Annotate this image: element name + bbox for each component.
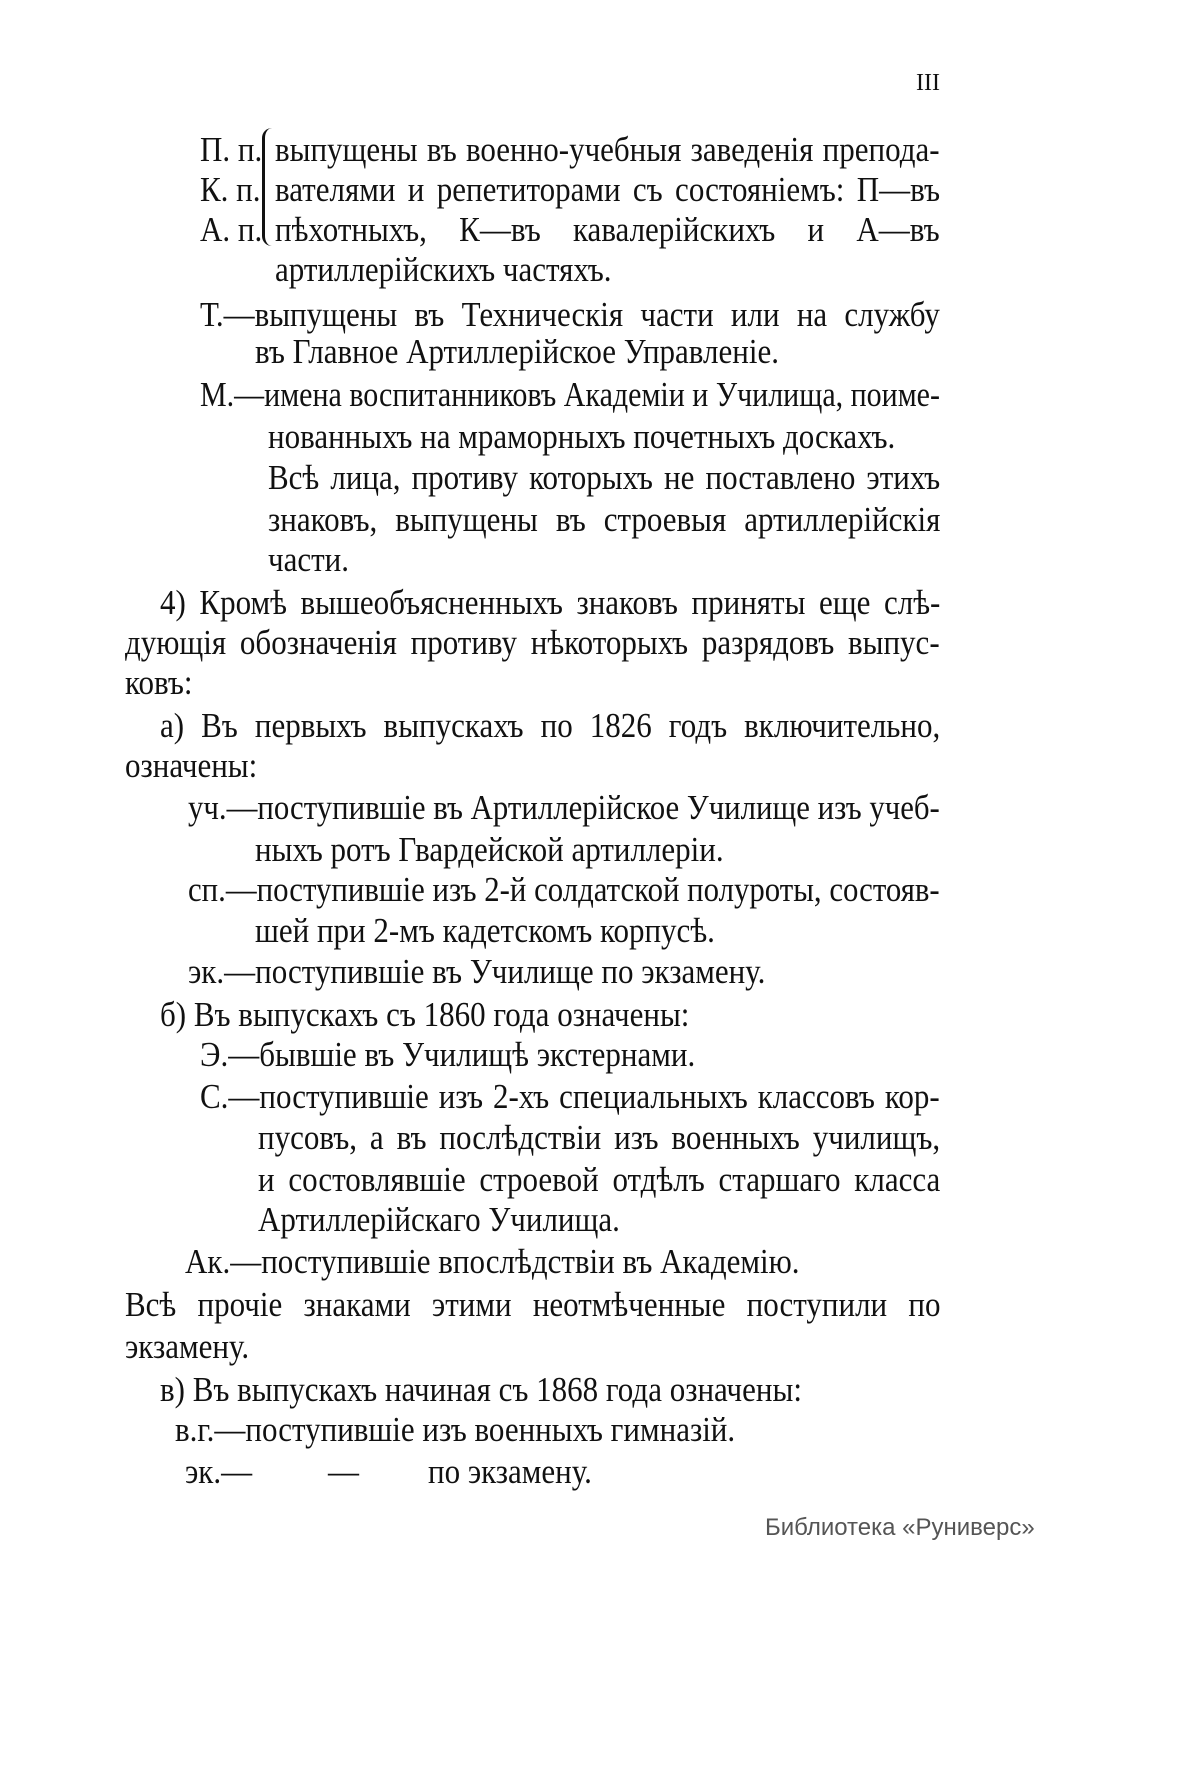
last-line-text: по экзамену.	[428, 1451, 592, 1492]
text-line: Всѣ прочіе знаками этими неотмѣченные поступили по	[125, 1284, 941, 1325]
text-line: б) Въ выпускахъ съ 1860 года означены:	[160, 994, 690, 1035]
text-line: Артиллерійскаго Училища.	[258, 1199, 620, 1240]
text-line: уч.—поступившіе въ Артиллерійское Училище изъ учеб-	[188, 787, 940, 828]
text-line: экзамену.	[125, 1326, 250, 1367]
text-line: Т.—выпущены въ Техническія части или на службу	[200, 294, 940, 335]
text-line: М.—имена воспитанниковъ Академіи и Училища, поиме-	[200, 374, 940, 415]
text-line: выпущены въ военно-учебныя заведенія препода-	[275, 129, 940, 170]
text-line: въ Главное Артиллерійское Управленіе.	[255, 331, 779, 372]
text-line: в.г.—поступившіе изъ военныхъ гимназій.	[175, 1409, 736, 1450]
text-line: в) Въ выпускахъ начиная съ 1868 года означены:	[160, 1369, 802, 1410]
text-line: нованныхъ на мраморныхъ почетныхъ доскахъ.	[268, 416, 896, 457]
text-line: знаковъ, выпущены въ строевыя артиллерійскія	[268, 499, 941, 540]
text-line: сп.—поступившіе изъ 2-й солдатской полуроты, состояв-	[188, 869, 940, 910]
last-line-abbr: эк.—	[185, 1451, 253, 1492]
text-line: ковъ:	[125, 662, 193, 703]
text-line: и состовлявшіе строевой отдѣлъ старшаго класса	[258, 1159, 941, 1200]
abbr-label: А. п.	[200, 209, 263, 250]
abbr-label: К. п.	[200, 169, 261, 210]
text-line: пѣхотныхъ, К—въ кавалерійскихъ и А—въ	[275, 209, 940, 250]
text-line: пусовъ, а въ послѣдствіи изъ военныхъ училищъ,	[258, 1117, 941, 1158]
page-number: III	[916, 70, 940, 96]
text-line: Ак.—поступившіе впослѣдствіи въ Академію.	[185, 1241, 800, 1282]
text-line: С.—поступившіе изъ 2-хъ специальныхъ классовъ кор-	[200, 1076, 940, 1117]
text-line: эк.—поступившіе въ Училище по экзамену.	[188, 951, 766, 992]
text-line: вателями и репетиторами съ состояніемъ: П—въ	[275, 169, 941, 210]
abbr-label: П. п.	[200, 129, 263, 170]
text-line: части.	[268, 539, 349, 580]
library-watermark: Библиотека «Руниверс»	[765, 1514, 1035, 1541]
text-line: Э.—бывшіе въ Училищѣ экстернами.	[200, 1034, 696, 1075]
ditto-dash: —	[328, 1451, 359, 1492]
brace-mark	[262, 128, 275, 246]
text-line: а) Въ первыхъ выпускахъ по 1826 годъ включительно,	[160, 705, 941, 746]
text-line: шей при 2-мъ кадетскомъ корпусѣ.	[255, 910, 715, 951]
text-line: 4) Кромѣ вышеобъясненныхъ знаковъ приняты еще слѣ-	[160, 582, 941, 623]
text-line: Всѣ лица, противу которыхъ не поставлено этихъ	[268, 457, 941, 498]
text-line: дующія обозначенія противу нѣкоторыхъ разрядовъ выпус-	[125, 622, 940, 663]
text-line: означены:	[125, 745, 258, 786]
text-line: ныхъ ротъ Гвардейской артиллеріи.	[255, 829, 724, 870]
text-line: артиллерійскихъ частяхъ.	[275, 249, 612, 290]
